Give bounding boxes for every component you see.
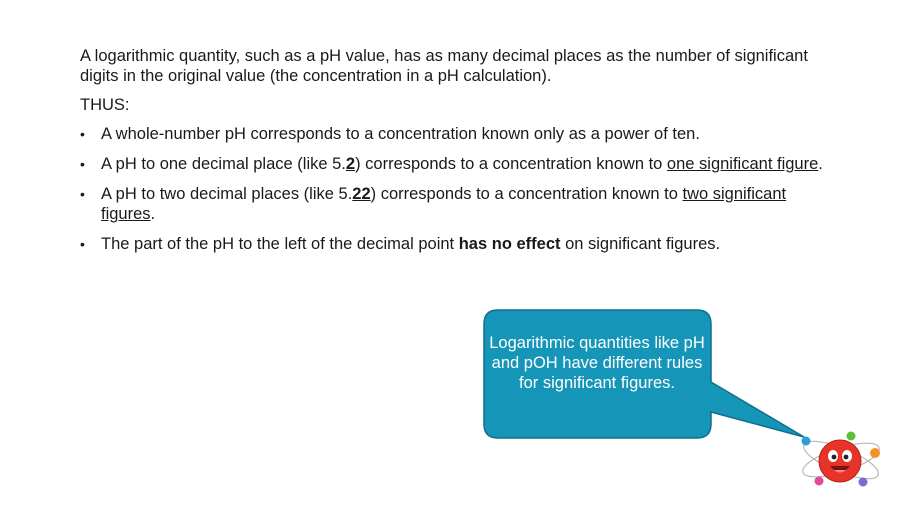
bullet-emphasis-digit: 2 [345, 155, 356, 173]
bullet-emphasis-no-effect: has no effect [458, 235, 561, 253]
intro-paragraph: A logarithmic quantity, such as a pH value, has as many decimal places as the number of significant digits in the original value (the concentration in a pH calculation). [80, 47, 808, 85]
atom-mascot-icon [796, 426, 886, 492]
bullet-text-mid: ) corresponds to a concentration known to [355, 155, 667, 173]
callout-text: Logarithmic quantities like pH and pOH have different rules for significant figures. [489, 334, 705, 392]
bullet-dot: • [80, 236, 85, 252]
bullet-text-post: on significant figures. [560, 235, 721, 253]
bullet-text-pre: A pH to one decimal place (like 5. [101, 155, 346, 173]
bullet-text: A whole-number pH corresponds to a concentration known only as a power of ten. [101, 125, 700, 143]
thus-label: THUS: [80, 96, 130, 114]
bullet-text-pre: The part of the pH to the left of the decimal point [101, 235, 459, 253]
bullet-underline-term: two significant figures [101, 185, 787, 223]
bullet-dot: • [80, 126, 85, 142]
bullet-dot: • [80, 186, 85, 202]
bullet-dot: • [80, 156, 85, 172]
bullet-text-post: . [818, 155, 823, 173]
bullet-emphasis-digits: 22 [352, 185, 371, 203]
bullet-underline-term: one significant figure [666, 155, 819, 173]
bullet-text-pre: A pH to two decimal places (like 5. [101, 185, 353, 203]
bullet-text-post: . [150, 205, 156, 223]
bullet-text-mid: ) corresponds to a concentration known to [370, 185, 683, 203]
